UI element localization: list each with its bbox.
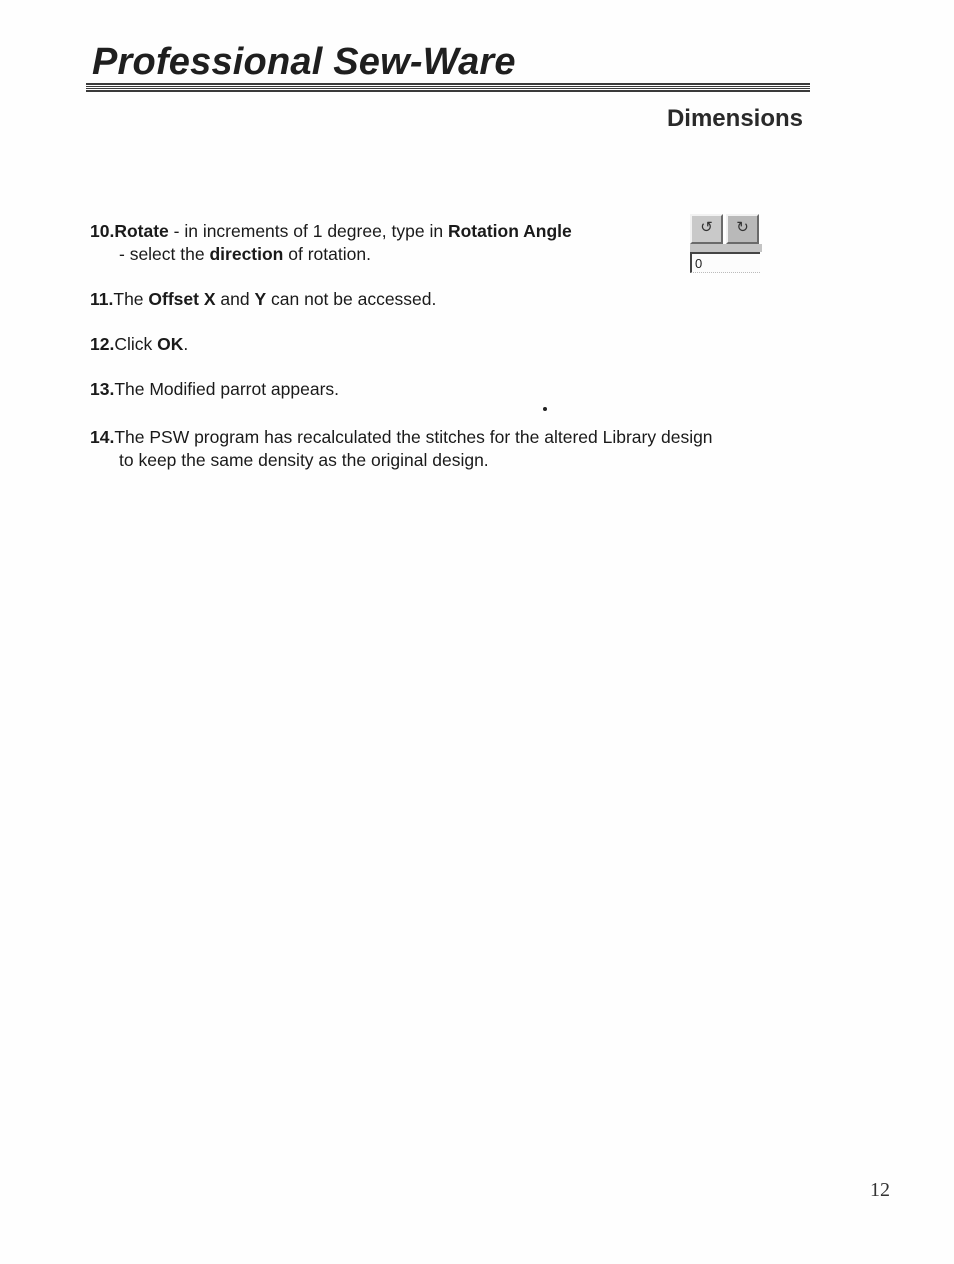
step-text: The PSW program has recalculated the stitches for the altered Library design xyxy=(114,427,713,447)
step-line xyxy=(90,378,820,401)
step-number: 10. xyxy=(90,221,115,241)
step-text: can not be accessed. xyxy=(266,289,437,309)
step-line-continued xyxy=(90,449,820,472)
rotation-angle-input[interactable] xyxy=(690,252,760,273)
step-text: of rotation. xyxy=(283,244,371,264)
step-text: OK xyxy=(157,334,184,354)
step-text: - in increments of 1 degree, type in xyxy=(168,221,448,241)
rotation-control-divider xyxy=(690,244,762,252)
step-number: 14. xyxy=(90,427,115,447)
rotate-clockwise-icon: ↻ xyxy=(736,219,749,236)
step-11 xyxy=(90,288,820,311)
step-text: Y xyxy=(254,289,267,309)
step-text: to keep the same density as the original design. xyxy=(119,450,489,470)
step-text: - select the xyxy=(119,244,210,264)
step-text: Rotate xyxy=(114,221,169,241)
step-text: and xyxy=(215,289,255,309)
step-line xyxy=(90,426,820,449)
section-heading: Dimensions xyxy=(666,105,803,132)
step-text: Rotation Angle xyxy=(447,221,572,241)
step-12 xyxy=(90,333,820,356)
step-number: 12. xyxy=(90,334,115,354)
document-title: Professional Sew-Ware xyxy=(92,41,516,83)
rotate-counterclockwise-icon: ↺ xyxy=(700,219,713,236)
step-text: Offset X xyxy=(148,289,216,309)
step-number: 13. xyxy=(90,379,115,399)
stray-dot xyxy=(543,407,547,411)
page-number: 12 xyxy=(870,1179,890,1201)
step-text: Click xyxy=(114,334,158,354)
step-13 xyxy=(90,378,820,401)
step-line xyxy=(90,333,820,356)
title-underline xyxy=(86,83,810,92)
step-text: direction xyxy=(209,244,284,264)
step-text: . xyxy=(183,334,189,354)
step-number: 11. xyxy=(90,289,114,309)
step-14 xyxy=(90,426,820,472)
rotate-clockwise-button[interactable] xyxy=(726,214,759,244)
rotate-counterclockwise-button[interactable] xyxy=(690,214,723,244)
step-text: The xyxy=(113,289,149,309)
step-text: The Modified parrot appears. xyxy=(114,379,340,399)
rotation-control xyxy=(690,214,762,274)
step-line xyxy=(90,288,820,311)
